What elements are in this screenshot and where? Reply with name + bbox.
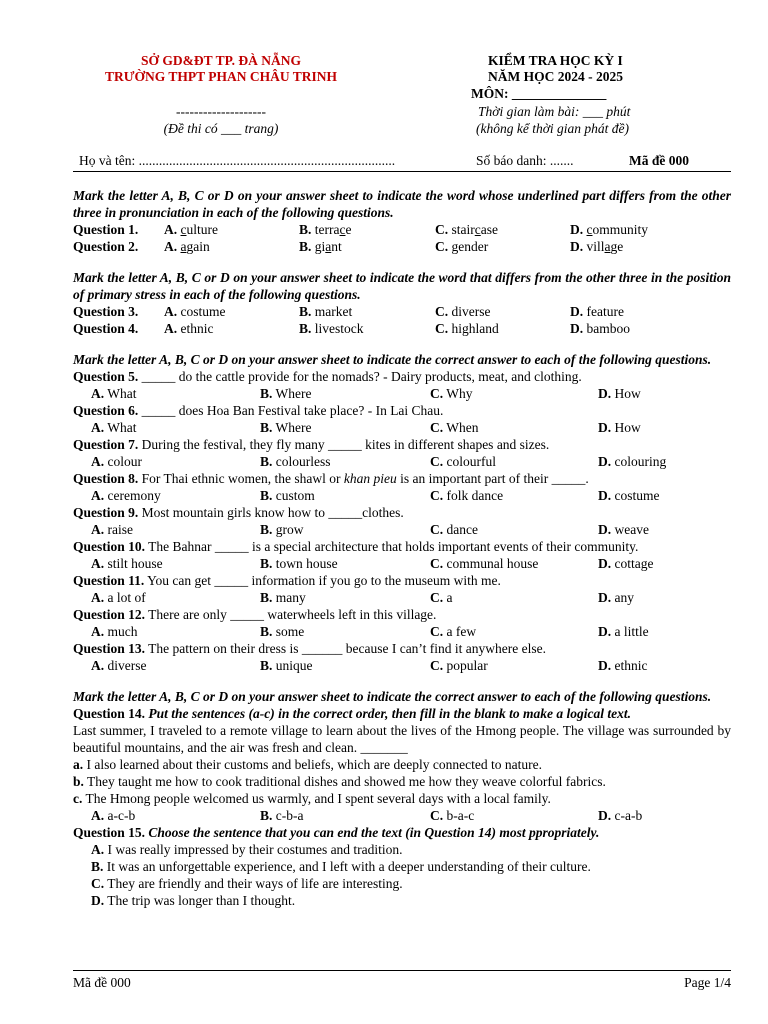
question-3	[73, 303, 731, 320]
option-a: A. What	[91, 420, 137, 435]
option-c: C. They are friendly and their ways of life are interesting.	[91, 876, 403, 891]
option-c: C. a few	[430, 624, 477, 639]
question-14-options	[73, 807, 731, 824]
option-d: D. bamboo	[570, 321, 630, 336]
option-b: B. Where	[260, 386, 312, 401]
option-b: B. some	[260, 624, 305, 639]
question-11: Question 11. You can get _____ information if you go to the museum with me.	[73, 573, 501, 588]
option-d: D. c-a-b	[598, 808, 643, 823]
question-5-options	[73, 385, 731, 402]
exam-page	[73, 52, 731, 909]
option-d: D. community	[570, 222, 649, 237]
option-c: C. a	[430, 590, 453, 605]
question-14: Question 14. Put the sentences (a-c) in the correct order, then fill in the blank to make a logical text.	[73, 706, 631, 721]
option-d: D. colouring	[598, 454, 667, 469]
question-1	[73, 221, 731, 238]
page-footer	[73, 970, 731, 994]
option-d-text: community	[586, 222, 649, 237]
question-label: Question 3.	[73, 304, 139, 319]
option-b-text: terrace	[314, 222, 352, 237]
question-6-options	[73, 419, 731, 436]
question-12: Question 12. There are only _____ waterwheels left in this village.	[73, 607, 437, 622]
option-b: B. giant	[299, 239, 342, 254]
question-6: Question 6. _____ does Hoa Ban Festival take place? - In Lai Chau.	[73, 403, 444, 418]
candidate-id-field: Số báo danh: .......	[476, 153, 574, 168]
section-3-instruction: Mark the letter A, B, C or D on your answer sheet to indicate the correct answer to each of the following questions.	[73, 352, 712, 367]
option-a: A. ceremony	[91, 488, 161, 503]
candidate-info-row	[73, 152, 731, 172]
question-5: Question 5. _____ do the cattle provide for the nomads? - Dairy products, meat, and clothing.	[73, 369, 582, 384]
option-a: A. costume	[164, 304, 226, 319]
exam-header	[73, 52, 731, 152]
option-a-text: culture	[180, 222, 218, 237]
page-number: Page 1/4	[684, 975, 731, 990]
option-c: C. When	[430, 420, 479, 435]
option-d: D. cottage	[598, 556, 654, 571]
option-a: A. culture	[164, 222, 218, 237]
option-a: A. a lot of	[91, 590, 146, 605]
time-allowed: Thời gian làm bài: ___ phút	[478, 104, 631, 119]
option-b: B. many	[260, 590, 306, 605]
option-b: B. terrace	[299, 222, 352, 237]
option-c: C. communal house	[430, 556, 539, 571]
option-a: A. diverse	[91, 658, 147, 673]
question-9-options	[73, 521, 731, 538]
option-a-text: again	[180, 239, 210, 254]
option-c: C. popular	[430, 658, 488, 673]
option-d: D. village	[570, 239, 624, 254]
option-b: B. town house	[260, 556, 338, 571]
option-a: A. much	[91, 624, 138, 639]
option-c: C. dance	[430, 522, 478, 537]
sentence-c: c. The Hmong people welcomed us warmly, and I spent several days with a local family.	[73, 791, 551, 806]
option-b: B. market	[299, 304, 353, 319]
pages-note: (Đề thi có ___ trang)	[163, 121, 279, 136]
option-d: D. How	[598, 420, 641, 435]
option-c-text: staircase	[451, 222, 498, 237]
question-7: Question 7. During the festival, they fly many _____ kites in different shapes and sizes.	[73, 437, 550, 452]
option-d-text: bamboo	[586, 321, 630, 336]
option-a: A. again	[164, 239, 210, 254]
time-note: (không kể thời gian phát đề)	[476, 121, 630, 136]
question-15: Question 15. Choose the sentence that you can end the text (in Question 14) most ppropriately.	[73, 825, 600, 840]
option-c-text: diverse	[451, 304, 491, 319]
question-10-options	[73, 555, 731, 572]
question-11-options	[73, 589, 731, 606]
option-a: A. colour	[91, 454, 142, 469]
question-4	[73, 320, 731, 337]
header-dashes: --------------------	[176, 104, 266, 119]
section-2-instruction: Mark the letter A, B, C or D on your answer sheet to indicate the word that differs from the other three in the position of primary stress in each of the following questions.	[73, 270, 731, 302]
option-d: D. a little	[598, 624, 649, 639]
option-b: B. grow	[260, 522, 304, 537]
school-year: NĂM HỌC 2024 - 2025	[488, 69, 623, 84]
question-label: Question 4.	[73, 321, 139, 336]
option-a: A. ethnic	[164, 321, 214, 336]
option-d: D. weave	[598, 522, 649, 537]
option-d: D. The trip was longer than I thought.	[91, 893, 296, 908]
option-c: C. staircase	[435, 222, 498, 237]
footer-exam-code: Mã đề 000	[73, 975, 131, 990]
option-d-text: feature	[586, 304, 624, 319]
school-name: TRƯỜNG THPT PHAN CHÂU TRINH	[104, 69, 338, 84]
option-a: A. raise	[91, 522, 133, 537]
question-12-options	[73, 623, 731, 640]
option-b: B. c-b-a	[260, 808, 304, 823]
section-1-instruction: Mark the letter A, B, C or D on your answer sheet to indicate the word whose underlined part differs from the other three in pronunciation in each of the following questions.	[73, 188, 731, 220]
option-a: A. What	[91, 386, 137, 401]
exam-code: Mã đề 000	[629, 153, 689, 168]
section-4-instruction: Mark the letter A, B, C or D on your answer sheet to indicate the correct answer to each of the following questions.	[73, 689, 712, 704]
department-name: SỞ GD&ĐT TP. ĐÀ NẴNG	[141, 53, 301, 68]
option-b: B. Where	[260, 420, 312, 435]
question-2	[73, 238, 731, 255]
option-c: C. folk dance	[430, 488, 504, 503]
option-b: B. It was an unforgettable experience, and I left with a deeper understanding of their culture.	[91, 859, 591, 874]
option-a: A. stilt house	[91, 556, 163, 571]
question-label: Question 1.	[73, 222, 139, 237]
sentence-b: b. They taught me how to cook traditional dishes and showed me how they weave colorful fabrics.	[73, 774, 606, 789]
option-d: D. ethnic	[598, 658, 648, 673]
subject-field: MÔN: ______________	[471, 86, 607, 101]
option-d: D. How	[598, 386, 641, 401]
option-c: C. highland	[435, 321, 499, 336]
option-b: B. unique	[260, 658, 313, 673]
option-b: B. livestock	[299, 321, 364, 336]
option-a: A. a-c-b	[91, 808, 136, 823]
option-c: C. Why	[430, 386, 473, 401]
option-d: D. any	[598, 590, 634, 605]
option-b-text: livestock	[314, 321, 364, 336]
option-c: C. gender	[435, 239, 489, 254]
question-13-options	[73, 657, 731, 674]
candidate-name-field: Họ và tên: ............................................................................	[79, 153, 396, 168]
exam-title: KIỂM TRA HỌC KỲ I	[488, 53, 623, 68]
question-8: Question 8. For Thai ethnic women, the shawl or khan pieu is an important part of their _____.	[73, 471, 589, 486]
question-label: Question 2.	[73, 239, 139, 254]
option-b: B. custom	[260, 488, 315, 503]
option-c-text: gender	[451, 239, 489, 254]
option-c-text: highland	[451, 321, 499, 336]
option-d: D. feature	[570, 304, 624, 319]
question-9: Question 9. Most mountain girls know how to _____clothes.	[73, 505, 404, 520]
option-c: C. diverse	[435, 304, 491, 319]
question-13: Question 13. The pattern on their dress is ______ because I can’t find it anywhere else.	[73, 641, 547, 656]
question-8-options	[73, 487, 731, 504]
option-c: C. colourful	[430, 454, 496, 469]
question-10: Question 10. The Bahnar _____ is a special architecture that holds important events of their community.	[73, 539, 639, 554]
option-a-text: ethnic	[180, 321, 214, 336]
option-b-text: giant	[314, 239, 342, 254]
option-a: A. I was really impressed by their costumes and tradition.	[91, 842, 403, 857]
option-d: D. costume	[598, 488, 660, 503]
option-b: B. colourless	[260, 454, 331, 469]
option-b-text: market	[314, 304, 353, 319]
question-7-options	[73, 453, 731, 470]
option-a-text: costume	[180, 304, 226, 319]
option-c: C. b-a-c	[430, 808, 475, 823]
sentence-a: a. I also learned about their customs and beliefs, which are deeply connected to nature.	[73, 757, 542, 772]
option-d-text: village	[586, 239, 624, 254]
question-14-passage: Last summer, I traveled to a remote village to learn about the lives of the Hmong people. The village was surrounded by beautiful mountains, and the air was fresh and clean. _______	[73, 723, 731, 755]
